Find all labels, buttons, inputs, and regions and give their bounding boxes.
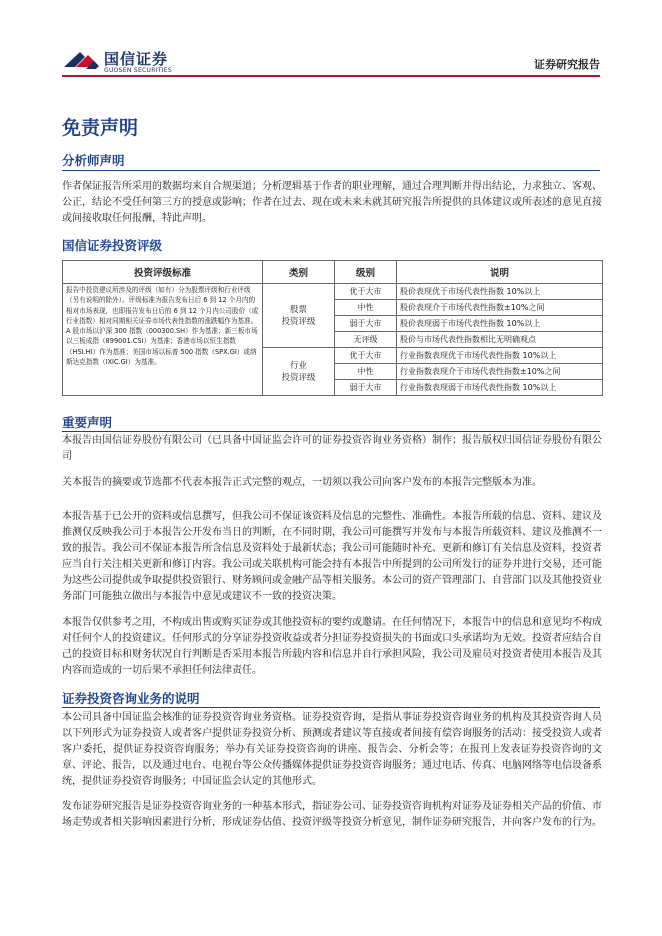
rating-level: 无评级	[335, 332, 397, 348]
rating-level: 弱于大市	[335, 316, 397, 332]
report-type-label: 证券研究报告	[534, 58, 600, 71]
rating-level: 优于大市	[335, 348, 397, 364]
consulting-heading: 证券投资咨询业务的说明	[62, 691, 200, 706]
logo-mark-icon	[64, 48, 100, 74]
rating-description: 行业指数表现优于市场代表性指数 10%以上	[397, 348, 603, 364]
important-paragraph-3: 本报告基于已公开的资料或信息撰写，但我公司不保证该资料及信息的完整性、准确性。本报告所载的信息、资料、建议及推测仅反映我公司于本报告公开发布当日的判断，在不同时期，我公司可能撰写并发布与本报告所载资料、建议及推测不一致的报告。我公司不保证本报告所含信息及资料处于最新状态；我公司可能随时补充、更新和修订有关信息及资料，投资者应当自行关注相关更新和修订内容。我公司或关联机构可能会持有本报告中所提到的公司所发行的证券并进行交易，还可能为这些公司提供或争取提供投资银行、财务顾问或金融产品等相关服务。本公司的资产管理部门、自营部门以及其他投资业务部门可能独立做出与本报告中意见或建议不一致的投资决策。	[62, 511, 602, 602]
rating-level: 弱于大市	[335, 380, 397, 396]
industry-rating-category: 行业 投资评级	[263, 348, 335, 396]
rating-description: 股价与市场代表性指数相比无明确观点	[397, 332, 603, 348]
rating-level: 优于大市	[335, 284, 397, 300]
header-divider	[62, 75, 600, 77]
table-row	[63, 284, 603, 300]
col-header-description: 说明	[397, 261, 603, 284]
rating-description: 股价表现弱于市场代表性指数 10%以上	[397, 316, 603, 332]
important-paragraph-2: 关本报告的摘要或节选都不代表本报告正式完整的观点，一切须以我公司向客户发布的本报告完整版本为准。	[62, 477, 542, 488]
analyst-heading-rule	[62, 170, 600, 171]
rating-description: 股价表现优于市场代表性指数 10%以上	[397, 284, 603, 300]
consulting-paragraph-1: 本公司具备中国证监会核准的证券投资咨询业务资格。证券投资咨询，是指从事证券投资咨询业务的机构及其投资咨询人员以下列形式为证券投资人或者客户提供证券投资分析、预测或者建议等直接或者间接有偿咨询服务的活动：接受投资人或者客户委托，提供证券投资咨询服务；举办有关证券投资咨询的讲座、报告会、分析会等；在报刊上发表证券投资咨询的文章、评论、报告，以及通过电台、电视台等公众传播媒体提供证券投资咨询服务；通过电话、传真、电脑网络等电信设备系统，提供证券投资咨询服务；中国证监会认定的其他形式。	[62, 712, 602, 787]
consulting-paragraph-2: 发布证券研究报告是证券投资咨询业务的一种基本形式，指证券公司、证券投资咨询机构对证券及证券相关产品的价值、市场走势或者相关影响因素进行分析，形成证券估值、投资评级等投资分析意见，制作证券研究报告，并向客户发布的行为。	[62, 801, 602, 828]
rating-description: 股价表现介于市场代表性指数±10%之间	[397, 300, 603, 316]
col-header-category: 类别	[263, 261, 335, 284]
rating-description: 行业指数表现介于市场代表性指数±10%之间	[397, 364, 603, 380]
col-header-standard: 投资评级标准	[63, 261, 263, 284]
consulting-heading-rule	[62, 707, 600, 708]
analyst-statement: 作者保证报告所采用的数据均来自合规渠道；分析逻辑基于作者的职业理解，通过合理判断并得出结论，力求独立、客观、公正，结论不受任何第三方的授意或影响；作者在过去、现在或未来未就其研究报告所提供的具体建议或所表述的意见直接或间接收取任何报酬，特此声明。	[62, 181, 602, 224]
page-title: 免责声明	[62, 117, 139, 139]
important-paragraph-1: 本报告由国信证券股份有限公司（已具备中国证监会许可的证券投资咨询业务资格）制作；报告版权归国信证券股份有限公司	[62, 435, 602, 462]
important-heading-rule	[62, 431, 600, 432]
rating-table	[62, 260, 603, 396]
rating-standard-text: 报告中投资建议所涉及的评级（如有）分为股票评级和行业评级（另有说明的除外）。评级标准为报告发布日后 6 到 12 个月内的相对市场表现，也即报告发布日后的 6 到 12 个月内公司股价（或行业指数）相对同期相关证券市场代表性指数的涨跌幅作为基准。A 股市场以沪深 300 指数（000300.SH）作为基准；新三板市场以三板成指（899001.CSI）为基准；香港市场以恒生指数（HSI.HI）作为基准；美国市场以标普 500 指数（SPX.GI）或纳斯达克指数（IXIC.GI）为基准。	[63, 284, 263, 396]
rating-heading: 国信证券投资评级	[62, 238, 163, 253]
logo-text-cn: 国信证券	[104, 50, 169, 68]
rating-table-header	[63, 261, 603, 284]
rating-level: 中性	[335, 364, 397, 380]
logo-text-en: GUOSEN SECURITIES	[104, 67, 173, 74]
stock-rating-category: 股票 投资评级	[263, 284, 335, 348]
analyst-heading: 分析师声明	[62, 153, 125, 168]
important-paragraph-4: 本报告仅供参考之用，不构成出售或购买证券或其他投资标的要约或邀请。在任何情况下，本报告中的信息和意见均不构成对任何个人的投资建议。任何形式的分享证券投资收益或者分担证券投资损失的书面或口头承诺均为无效。投资者应结合自己的投资目标和财务状况自行判断是否采用本报告所载内容和信息并自行承担风险，我公司及雇员对投资者使用本报告及其内容而造成的一切后果不承担任何法律责任。	[62, 617, 602, 676]
col-header-level: 级别	[335, 261, 397, 284]
rating-level: 中性	[335, 300, 397, 316]
important-heading: 重要声明	[62, 415, 113, 430]
rating-description: 行业指数表现弱于市场代表性指数 10%以上	[397, 380, 603, 396]
